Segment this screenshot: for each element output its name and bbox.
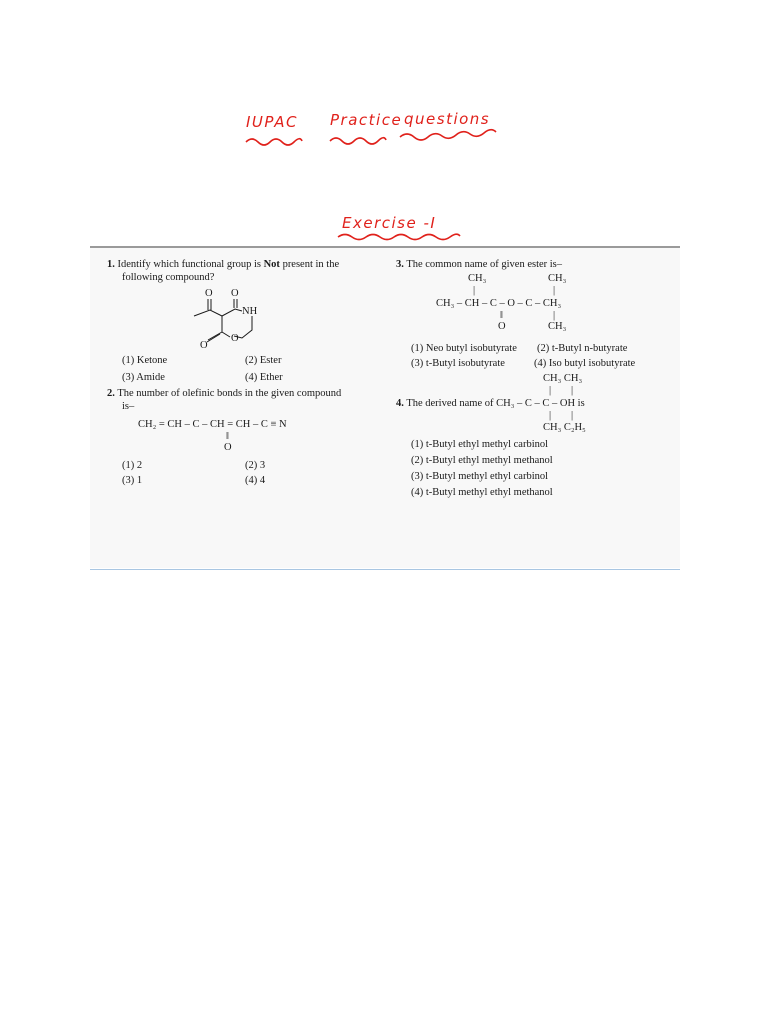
question-1-option-3: (3) Amide — [122, 372, 165, 383]
question-4-option-1: (1) t-Butyl ethyl methyl carbinol — [411, 439, 549, 450]
question-4-option-3: (3) t-Butyl methyl ethyl carbinol — [411, 471, 549, 482]
question-3-formula-main: CH₃ – CH – C – O – C – CH₃ — [436, 298, 562, 309]
question-3-formula-top-1: CH₃ — [468, 273, 487, 284]
structure-label: NH — [242, 306, 258, 317]
structure-bond — [222, 309, 242, 316]
structure-label: O — [205, 288, 213, 299]
question-3-option-1: (1) Neo butyl isobutyrate — [411, 343, 517, 354]
handwritten-heading-exercise: Exercise -I — [342, 214, 437, 232]
question-2-option-3: (3) 1 — [122, 475, 143, 486]
question-3-text: 3. The common name of given ester is– — [396, 259, 563, 270]
structure-label: O — [231, 333, 239, 344]
structure-bond — [208, 332, 222, 340]
question-3-bond: | — [473, 285, 476, 296]
question-2-text-line2: is– — [122, 401, 135, 412]
question-2-double-bond: ‖ — [226, 431, 229, 442]
sheet-top-rule — [90, 246, 680, 248]
question-1-option-4: (4) Ether — [245, 372, 283, 383]
structure-label: O — [200, 340, 208, 351]
underline-squiggle-questions — [398, 128, 498, 142]
structure-bond — [194, 310, 222, 316]
handwritten-title-practice: Practice — [330, 111, 403, 129]
question-3-bond: | — [553, 285, 556, 296]
question-2-option-4: (4) 4 — [245, 475, 266, 486]
handwritten-title-questions: questions — [404, 110, 491, 128]
handwritten-title-iupac: IUPAC — [246, 113, 298, 131]
question-3-option-3: (3) t-Butyl isobutyrate — [411, 358, 505, 369]
structure-bond — [222, 316, 230, 337]
question-2-option-2: (2) 3 — [245, 460, 266, 471]
question-2-option-1: (1) 2 — [122, 460, 143, 471]
question-4-formula-bottom: CH₃ C₂H₅ — [543, 422, 586, 433]
question-2-formula-carbonyl: O — [224, 442, 232, 453]
question-1-option-1: (1) Ketone — [122, 355, 168, 366]
question-2-formula: CH₂ = CH – C – CH = CH – C ≡ N — [138, 419, 287, 430]
underline-squiggle-iupac — [244, 135, 304, 147]
question-3-option-4: (4) Iso butyl isobutyrate — [534, 358, 636, 369]
question-4-text: 4. The derived name of CH₃ – C – C – OH is — [396, 398, 585, 409]
underline-squiggle-practice — [328, 134, 388, 146]
structure-bond — [207, 334, 220, 342]
question-3-bond: | — [553, 310, 556, 321]
question-2-text: 2. The number of olefinic bonds in the given compound — [107, 388, 342, 399]
question-1-structure — [186, 282, 276, 352]
question-4-bond: | — [571, 385, 574, 396]
sheet-bottom-rule — [90, 569, 680, 570]
question-1-text-line2: following compound? — [122, 272, 215, 283]
question-4-formula-top: CH₃ CH₃ — [543, 373, 583, 384]
underline-squiggle-exercise — [336, 231, 462, 243]
question-4-option-4: (4) t-Butyl methyl ethyl methanol — [411, 487, 553, 498]
question-sheet — [90, 246, 680, 568]
question-1-text: 1. Identify which functional group is Not present in the — [107, 259, 340, 270]
question-3-double-bond: ‖ — [500, 310, 503, 321]
question-3-formula-top-2: CH₃ — [548, 273, 567, 284]
question-3-formula-bottom-1: O — [498, 321, 506, 332]
structure-label: O — [231, 288, 239, 299]
question-3-option-2: (2) t-Butyl n-butyrate — [537, 343, 628, 354]
question-1-option-2: (2) Ester — [245, 355, 282, 366]
question-4-bond: | — [549, 410, 552, 421]
question-4-bond: | — [571, 410, 574, 421]
question-4-bond: | — [549, 385, 552, 396]
question-3-formula-bottom-2: CH₃ — [548, 321, 567, 332]
question-4-option-2: (2) t-Butyl ethyl methyl methanol — [411, 455, 553, 466]
